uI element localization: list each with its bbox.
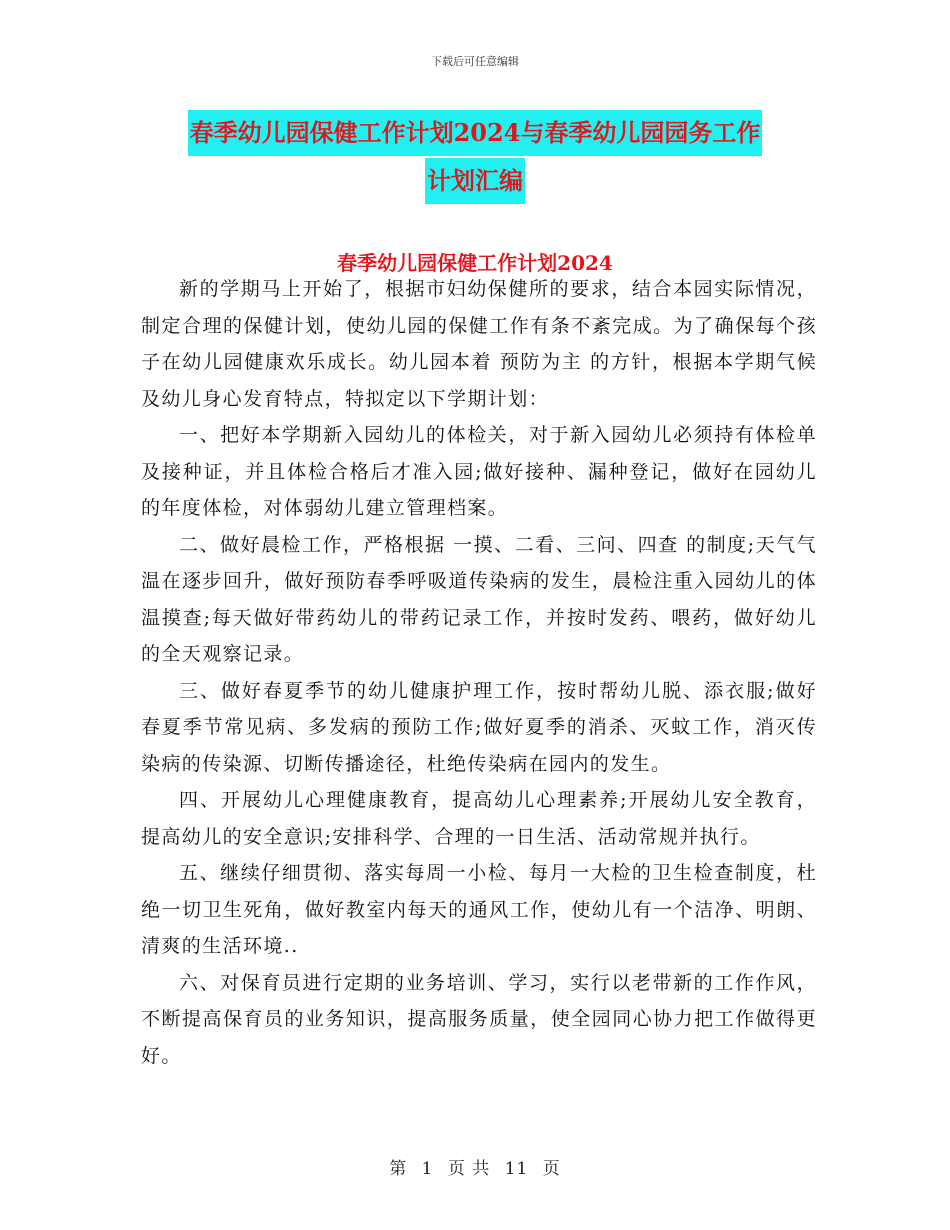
section-title: 春季幼儿园保健工作计划2024 — [337, 251, 613, 275]
paragraph-intro: 新的学期马上开始了，根据市妇幼保健所的要求，结合本园实际情况，制定合理的保健计划，使幼儿园的保健工作有条不紊完成。为了确保每个孩子在幼儿园健康欢乐成长。幼儿园本着 预防为主 的方针，根据本学期气候及幼儿身心发育特点，特拟定以下学期计划： — [141, 278, 817, 410]
footer-page-number: 1 — [421, 1159, 434, 1179]
paragraph-item-2: 二、做好晨检工作，严格根据 一摸、二看、三问、四查 的制度;天气气温在逐步回升，做好预防春季呼吸道传染病的发生，晨检注重入园幼儿的体温摸查;每天做好带药幼儿的带药记录工作，并按时发药、喂药，做好幼儿的全天观察记录。 — [141, 533, 817, 665]
paragraph-item-3: 三、做好春夏季节的幼儿健康护理工作，按时帮幼儿脱、添衣服;做好春夏季节常见病、多发病的预防工作;做好夏季的消杀、灭蚊工作，消灭传染病的传染源、切断传播途径，杜绝传染病在园内的发生。 — [141, 679, 817, 775]
document-title-line1: 春季幼儿园保健工作计划2024与春季幼儿园园务工作 — [188, 110, 763, 156]
header-note: 下载后可任意编辑 — [431, 55, 519, 68]
paragraph-item-1: 一、把好本学期新入园幼儿的体检关，对于新入园幼儿必须持有体检单及接种证，并且体检合格后才准入园;做好接种、漏种登记，做好在园幼儿的年度体检，对体弱幼儿建立管理档案。 — [141, 424, 817, 519]
paragraph-item-4: 四、开展幼儿心理健康教育，提高幼儿心理素养;开展幼儿安全教育，提高幼儿的安全意识;安排科学、合理的一日生活、活动常规并执行。 — [141, 789, 817, 848]
document-title — [0, 110, 950, 204]
footer-suffix: 页 — [542, 1159, 561, 1179]
paragraph-item-6: 六、对保育员进行定期的业务培训、学习，实行以老带新的工作作风，不断提高保育员的业务知识，提高服务质量，使全园同心协力把工作做得更好。 — [141, 971, 817, 1067]
paragraph-item-5: 五、继续仔细贯彻、落实每周一小检、每月一大检的卫生检查制度，杜绝一切卫生死角，做好教室内每天的通风工作，使幼儿有一个洁净、明朗、清爽的生活环境.. — [141, 862, 817, 957]
footer-prefix: 第 — [389, 1159, 408, 1179]
footer-middle: 页 共 — [447, 1159, 491, 1179]
footer-total-pages: 11 — [504, 1159, 529, 1179]
document-title-line2: 计划汇编 — [425, 158, 525, 204]
page-footer — [0, 1154, 950, 1179]
body-text — [141, 271, 817, 1074]
